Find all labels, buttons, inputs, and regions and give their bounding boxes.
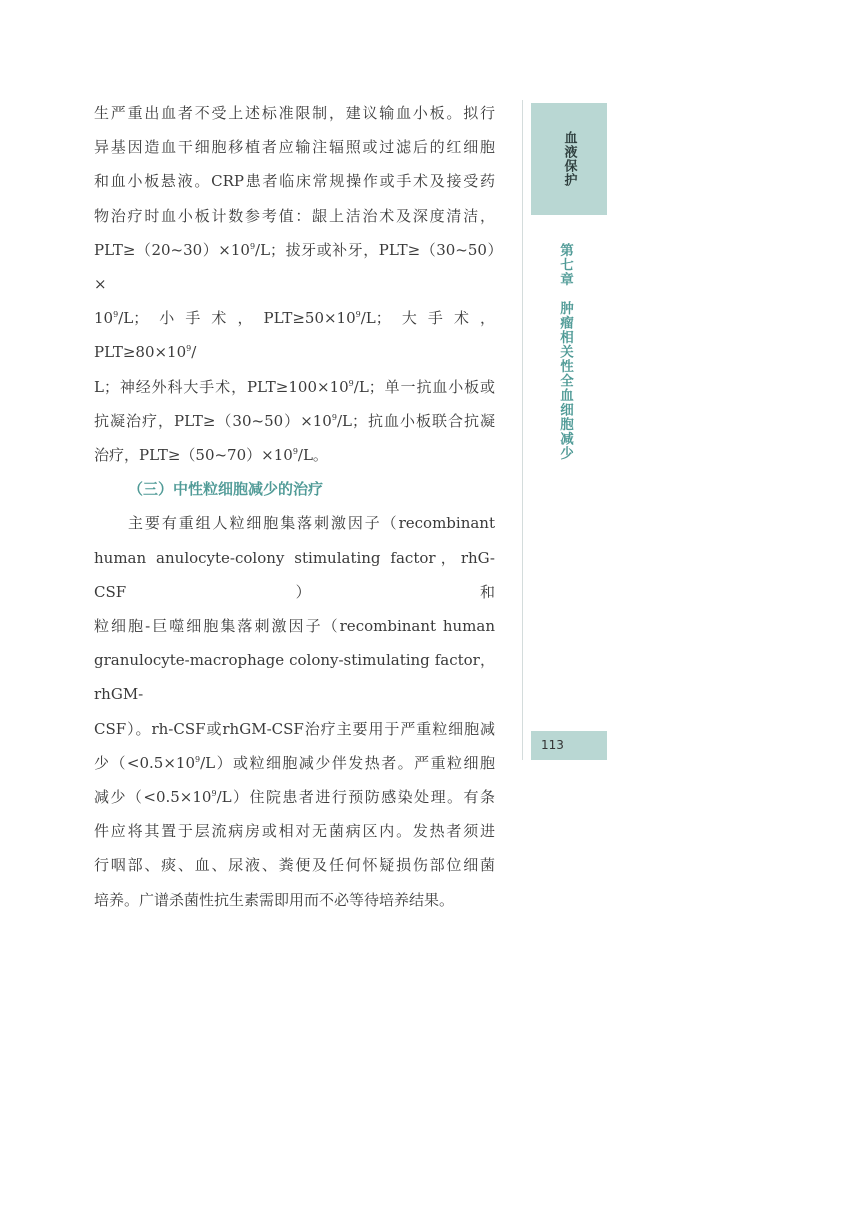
exponent: 9 — [211, 789, 217, 799]
exponent: 9 — [355, 310, 361, 320]
text-line: 异基因造血干细胞移植者应输注辐照或过滤后的红细胞 — [94, 138, 495, 157]
text-line: 主要有重组人粒细胞集落刺激因子（recombinant — [128, 514, 495, 533]
text-segment: /L）住院患者进行预防感染处理。有条 — [216, 788, 495, 807]
text-segment: /L；小手术，PLT≥50×10 — [118, 309, 356, 328]
text-line: granulocyte-macrophage colony-stimulating factor，rhGM- — [94, 651, 495, 704]
section-tab — [531, 103, 607, 215]
text-line: human anulocyte-colony stimulating factor，rhG-CSF）和 — [94, 548, 495, 601]
text-line — [94, 233, 495, 301]
text-line — [94, 746, 495, 780]
text-segment: 少（<0.5×10 — [94, 753, 196, 772]
chapter-label: 第七章 肿瘤相关性全血细胞减少 — [557, 243, 573, 461]
text-segment: 治疗，PLT≥（50~70）×10 — [94, 446, 293, 465]
text-line: 行咽部、痰、血、尿液、粪便及任何怀疑损伤部位细菌 — [94, 856, 495, 875]
text-segment: 抗凝治疗，PLT≥（30~50）×10 — [94, 411, 332, 430]
text-segment: /L；单一抗血小板或 — [353, 377, 496, 396]
main-text-column — [94, 96, 495, 917]
text-segment: /L）或粒细胞减少伴发热者。严重粒细胞 — [200, 753, 495, 772]
paragraph-neutropenia-treatment — [94, 506, 495, 916]
text-segment: /L；大手术，PLT≥80×10 — [94, 309, 496, 362]
section-heading: （三）中性粒细胞减少的治疗 — [128, 480, 324, 499]
text-line — [94, 780, 495, 814]
text-line — [94, 301, 495, 369]
text-line — [94, 370, 495, 404]
text-line: CSF）。rh-CSF或rhGM-CSF治疗主要用于严重粒细胞减 — [94, 719, 495, 738]
exponent: 9 — [113, 310, 119, 320]
text-segment: PLT≥（20~30）×10 — [94, 240, 250, 259]
text-line: 生严重出血者不受上述标准限制，建议输血小板。拟行 — [94, 104, 495, 122]
page-number: 113 — [531, 731, 607, 760]
text-line: 件应将其置于层流病房或相对无菌病区内。发热者须进 — [94, 822, 495, 841]
section-label: 血液保护 — [561, 131, 577, 187]
text-segment: 10 — [94, 309, 114, 328]
text-line — [94, 404, 495, 438]
exponent: 9 — [292, 447, 298, 457]
text-line — [94, 438, 495, 472]
text-segment: / — [191, 343, 197, 362]
text-segment: 减少（<0.5×10 — [94, 788, 212, 807]
text-segment: /L；拔牙或补牙，PLT≥（30~50）× — [94, 240, 495, 294]
exponent: 9 — [195, 754, 201, 764]
text-line: 培养。广谱杀菌性抗生素需即用而不必等待培养结果。 — [94, 890, 455, 909]
text-segment: L；神经外科大手术，PLT≥100×10 — [94, 377, 349, 396]
exponent: 9 — [249, 241, 256, 251]
text-segment: /L。 — [297, 446, 328, 465]
text-line: 粒细胞-巨噬细胞集落刺激因子（recombinant human — [94, 617, 495, 636]
exponent: 9 — [348, 378, 354, 388]
text-line: 和血小板悬液。CRP患者临床常规操作或手术及接受药 — [94, 172, 495, 191]
vertical-divider — [522, 100, 523, 760]
text-line: 物治疗时血小板计数参考值：龈上洁治术及深度清洁， — [94, 206, 495, 225]
exponent: 9 — [186, 344, 192, 354]
paragraph-platelet-transfusion — [94, 96, 495, 472]
text-segment: /L；抗血小板联合抗凝 — [336, 411, 495, 430]
exponent: 9 — [331, 412, 337, 422]
